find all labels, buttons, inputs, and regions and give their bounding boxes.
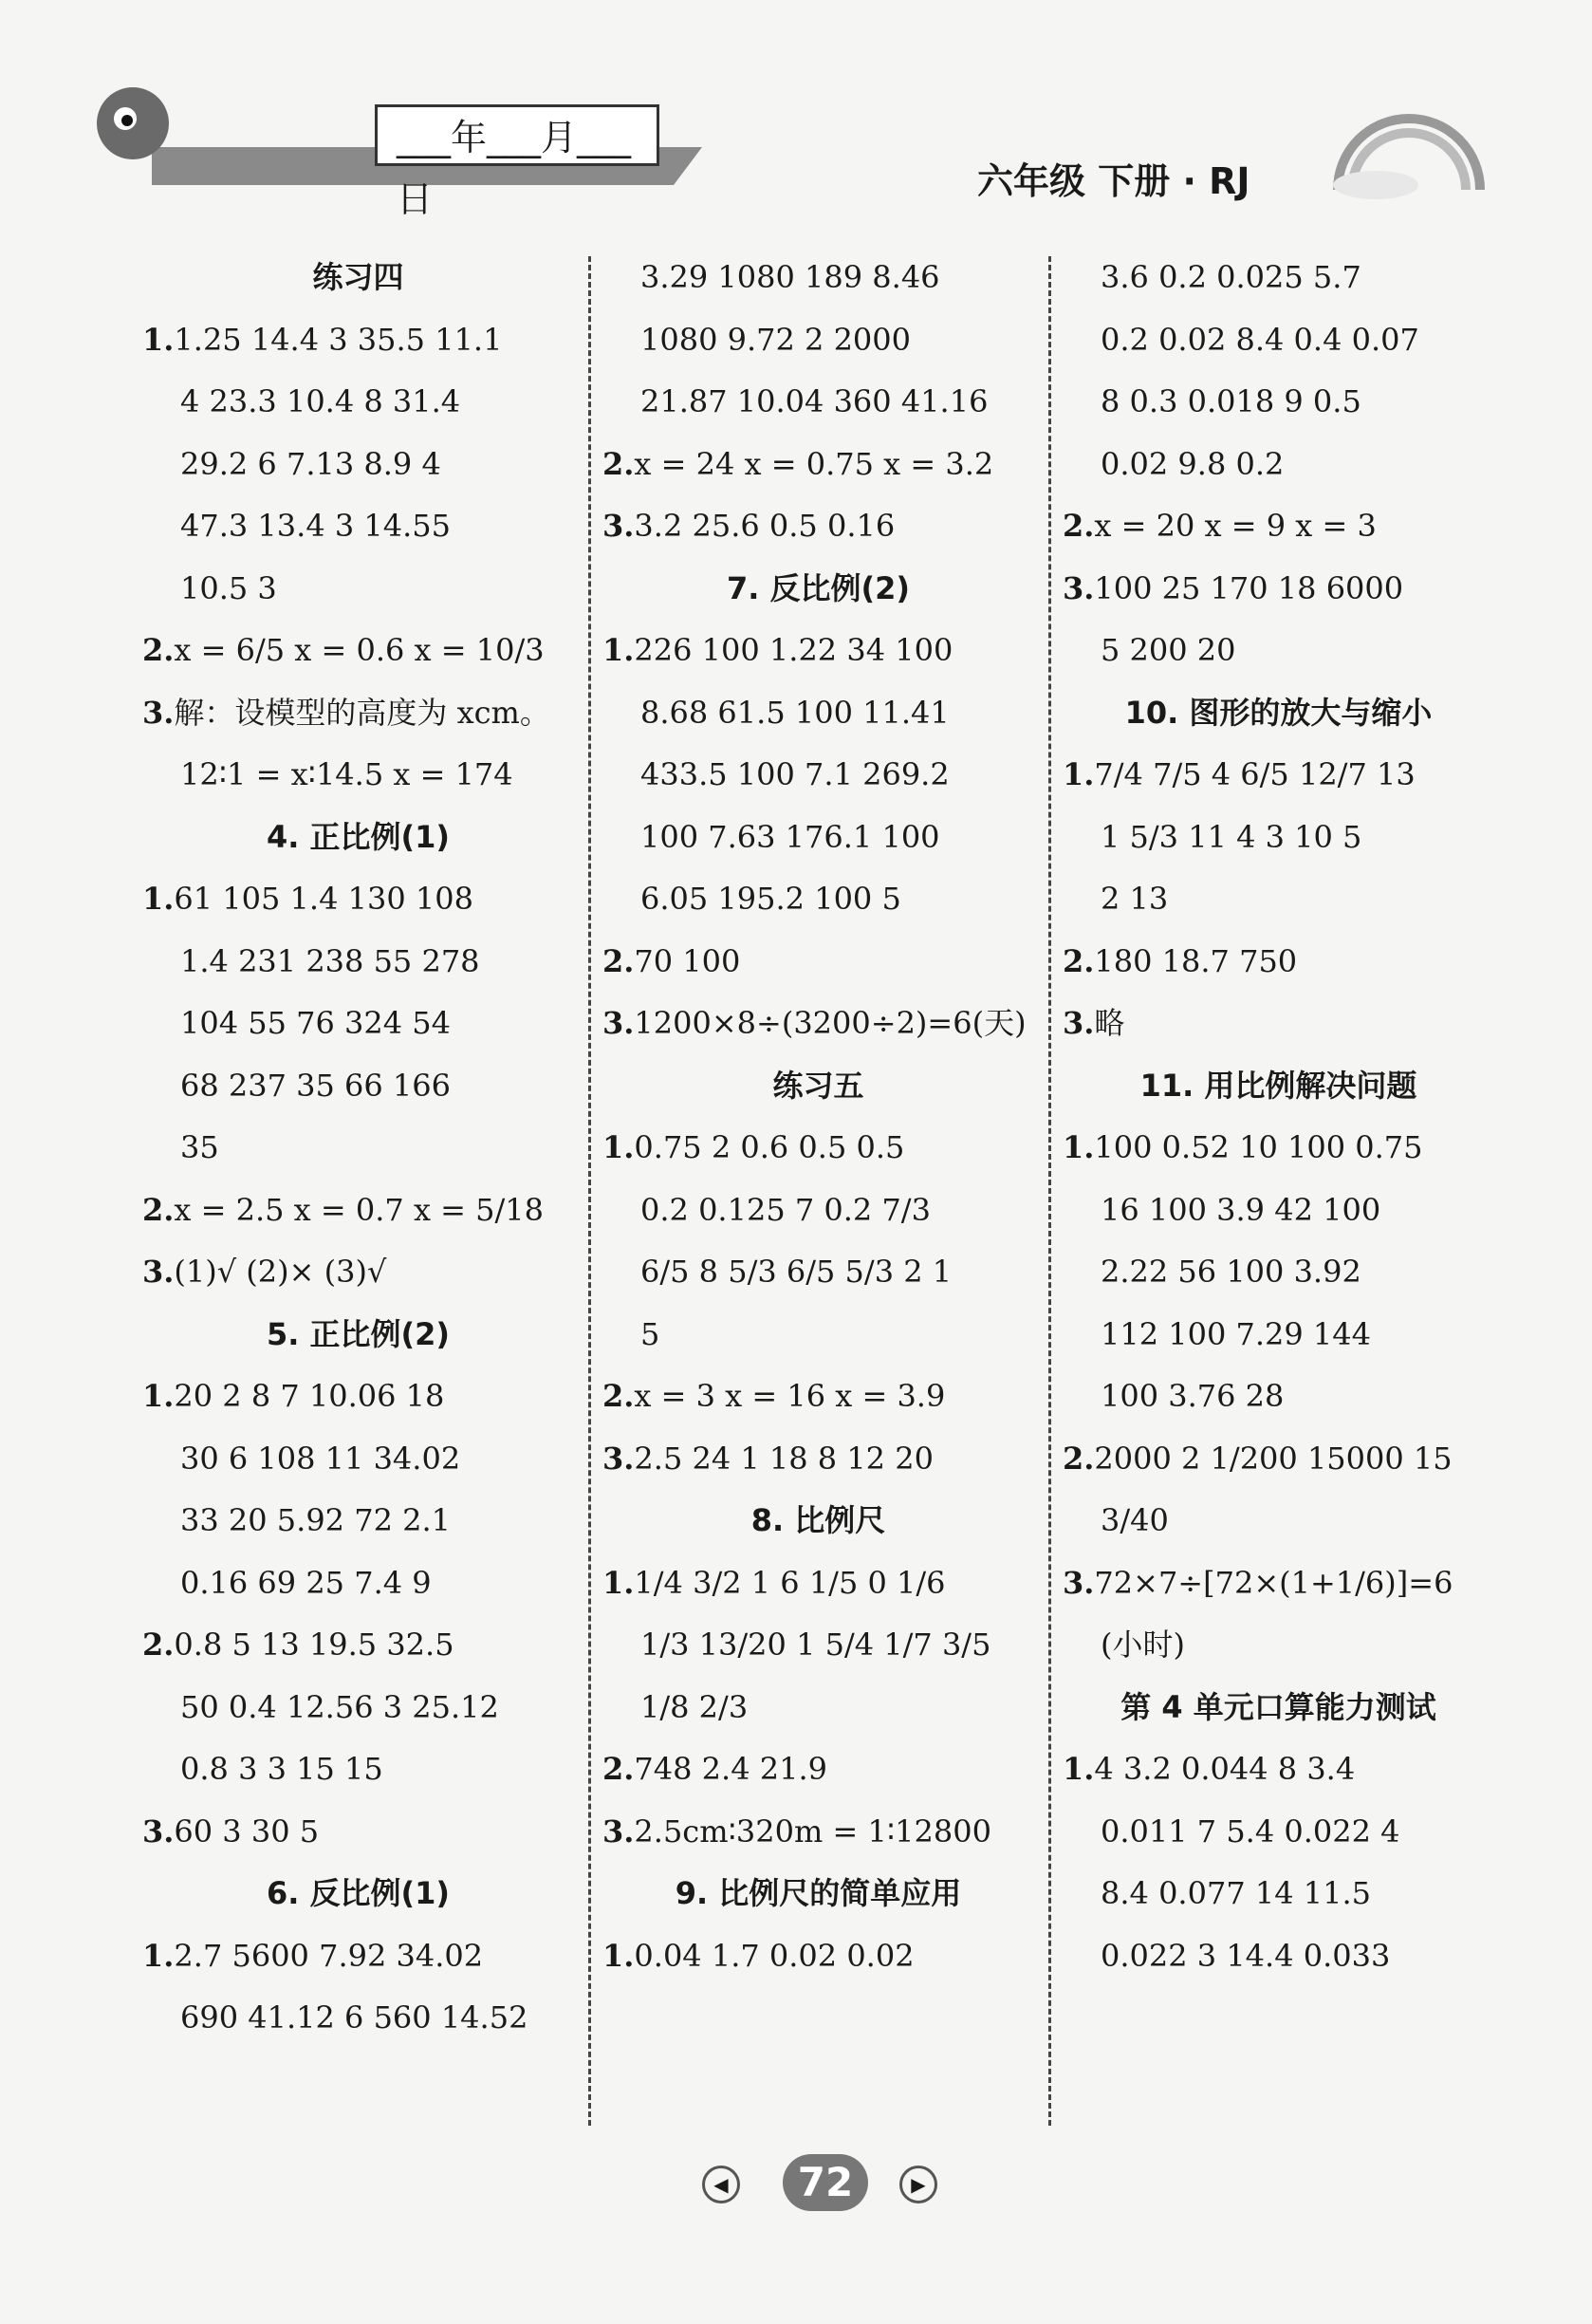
answer-line (142, 309, 574, 372)
answer-line (602, 495, 1034, 558)
answer-line (1063, 1925, 1494, 1988)
question-number: 3. (142, 1813, 175, 1850)
answer-text: 4 23.3 10.4 8 31.4 (180, 383, 461, 419)
rainbow-icon (1319, 95, 1499, 199)
answer-line (142, 371, 574, 434)
answer-line (602, 1925, 1034, 1988)
answer-text: 180 18.7 750 (1094, 942, 1298, 979)
answer-text: 0.2 0.125 7 0.2 7/3 (640, 1191, 931, 1228)
answer-text: 2.22 56 100 3.92 (1101, 1254, 1361, 1290)
answer-line (1063, 1180, 1494, 1242)
answer-text: 3.2 25.6 0.5 0.16 (634, 508, 896, 544)
answer-line (602, 1677, 1034, 1739)
answer-text: 3/40 (1101, 1502, 1169, 1538)
answer-text: 70 100 (634, 942, 741, 979)
answer-column-1 (142, 247, 574, 2050)
answer-line (142, 868, 574, 931)
section-title (142, 1863, 574, 1925)
question-number: 1. (142, 1937, 175, 1974)
answer-text: 0.011 7 5.4 0.022 4 (1101, 1813, 1400, 1850)
answer-line (1063, 993, 1494, 1055)
question-number: 1. (1063, 756, 1095, 792)
answer-text: 4. 正比例(1) (266, 818, 451, 855)
answer-text: 1080 9.72 2 2000 (640, 321, 911, 358)
answer-line (142, 1117, 574, 1180)
answer-text: 2000 2 1/200 15000 15 (1094, 1440, 1453, 1477)
answer-text: 略 (1094, 1005, 1125, 1041)
answer-column-3 (1063, 247, 1494, 1987)
answer-line (602, 1180, 1034, 1242)
answer-text: 100 7.63 176.1 100 (640, 818, 940, 855)
answer-line (1063, 1738, 1494, 1801)
next-page-icon[interactable]: ▶ (899, 2166, 937, 2203)
answer-line (142, 931, 574, 994)
section-title (1063, 1677, 1494, 1739)
answer-text: 29.2 6 7.13 8.9 4 (180, 445, 441, 482)
answer-text: (小时) (1101, 1627, 1185, 1663)
answer-text: 5 (640, 1315, 660, 1352)
answer-line (602, 993, 1034, 1055)
answer-text: 1200×8÷(3200÷2)=6(天) (634, 1005, 1027, 1041)
answer-text: 47.3 13.4 3 14.55 (180, 508, 451, 544)
answer-text: 104 55 76 324 54 (180, 1005, 451, 1041)
answer-text: 1.25 14.4 3 35.5 11.1 (174, 321, 503, 358)
question-number: 2. (602, 942, 635, 979)
answer-line (142, 434, 574, 496)
answer-line (602, 931, 1034, 994)
answer-line (142, 993, 574, 1055)
answer-text: (1)√ (2)× (3)√ (174, 1254, 387, 1290)
question-number: 3. (142, 694, 175, 731)
question-number: 3. (602, 1813, 635, 1850)
answer-line (602, 247, 1034, 309)
answer-text: x = 6/5 x = 0.6 x = 10/3 (174, 632, 545, 668)
answer-line (602, 434, 1034, 496)
question-number: 3. (142, 1254, 175, 1290)
answer-text: 112 100 7.29 144 (1101, 1315, 1371, 1352)
question-number: 2. (602, 1378, 635, 1414)
answer-line (1063, 620, 1494, 682)
answer-line (602, 1241, 1034, 1304)
answer-line (142, 744, 574, 807)
answer-line (1063, 1863, 1494, 1925)
answer-line (602, 309, 1034, 372)
answer-text: 5. 正比例(2) (266, 1315, 451, 1352)
answer-line (1063, 309, 1494, 372)
answer-text: 0.02 9.8 0.2 (1101, 445, 1285, 482)
section-title (1063, 1055, 1494, 1118)
answer-line (1063, 868, 1494, 931)
answer-line (1063, 1801, 1494, 1864)
answer-line (142, 1677, 574, 1739)
answer-text: 1.4 231 238 55 278 (180, 942, 480, 979)
answer-text: 12∶1 = x∶14.5 x = 174 (180, 756, 513, 792)
answer-line (142, 1552, 574, 1615)
answer-line (142, 620, 574, 682)
answer-line (1063, 931, 1494, 994)
page-number: 72 (783, 2154, 868, 2211)
answer-text: 0.8 5 13 19.5 32.5 (174, 1627, 454, 1663)
answer-text: 练习四 (312, 259, 404, 295)
question-number: 2. (142, 632, 175, 668)
answer-text: 0.16 69 25 7.4 9 (180, 1564, 432, 1601)
question-number: 3. (602, 508, 635, 544)
question-number: 1. (602, 1564, 635, 1601)
answer-text: 68 237 35 66 166 (180, 1067, 451, 1104)
answer-line (142, 1738, 574, 1801)
answer-line (602, 868, 1034, 931)
answer-text: x = 3 x = 16 x = 3.9 (634, 1378, 946, 1414)
question-number: 2. (1063, 508, 1095, 544)
answer-line (1063, 744, 1494, 807)
answer-line (1063, 1117, 1494, 1180)
answer-line (602, 1304, 1034, 1367)
question-number: 3. (1063, 1564, 1095, 1601)
prev-page-icon[interactable]: ◀ (702, 2166, 740, 2203)
answer-line (602, 1614, 1034, 1677)
answer-text: 7. 反比例(2) (726, 569, 911, 606)
answer-line (1063, 247, 1494, 309)
answer-text: 3.6 0.2 0.025 5.7 (1101, 259, 1361, 295)
answer-text: 练习五 (772, 1067, 864, 1104)
question-number: 1. (1063, 1129, 1095, 1165)
answer-line (602, 744, 1034, 807)
answer-text: 8 0.3 0.018 9 0.5 (1101, 383, 1361, 419)
question-number: 2. (142, 1191, 175, 1228)
answer-line (1063, 1614, 1494, 1677)
answer-text: 1/4 3/2 1 6 1/5 0 1/6 (634, 1564, 946, 1601)
section-title (142, 807, 574, 869)
section-title (602, 1490, 1034, 1552)
section-title (602, 1055, 1034, 1118)
answer-text: 9. 比例尺的简单应用 (675, 1875, 962, 1911)
answer-line (602, 371, 1034, 434)
answer-line (602, 807, 1034, 869)
answer-text: 0.2 0.02 8.4 0.4 0.07 (1101, 321, 1419, 358)
answer-text: x = 20 x = 9 x = 3 (1094, 508, 1377, 544)
answer-line (1063, 1490, 1494, 1552)
answer-text: 10. 图形的放大与缩小 (1124, 694, 1433, 731)
answer-line (142, 1180, 574, 1242)
answer-text: 7/4 7/5 4 6/5 12/7 13 (1094, 756, 1416, 792)
column-divider (1048, 256, 1051, 2126)
answer-text: 6.05 195.2 100 5 (640, 881, 901, 917)
answer-text: 50 0.4 12.56 3 25.12 (180, 1688, 499, 1725)
answer-line (142, 1925, 574, 1988)
answer-text: 748 2.4 21.9 (634, 1751, 827, 1787)
answer-text: 2.5cm∶320m = 1∶12800 (634, 1813, 991, 1850)
answer-line (142, 1241, 574, 1304)
date-field: ___年___月___日 (375, 104, 659, 166)
answer-text: 72×7÷[72×(1+1/6)]=6 (1094, 1564, 1453, 1601)
answer-line (142, 682, 574, 745)
answer-text: 3.29 1080 189 8.46 (640, 259, 940, 295)
answer-line (142, 1987, 574, 2050)
answer-text: 21.87 10.04 360 41.16 (640, 383, 989, 419)
answer-text: 433.5 100 7.1 269.2 (640, 756, 950, 792)
answer-text: 0.04 1.7 0.02 0.02 (634, 1937, 915, 1974)
answer-column-2 (602, 247, 1034, 1987)
answer-text: x = 24 x = 0.75 x = 3.2 (634, 445, 994, 482)
answer-line (142, 1801, 574, 1864)
answer-line (602, 1117, 1034, 1180)
question-number: 2. (602, 445, 635, 482)
answer-text: 10.5 3 (180, 569, 277, 606)
section-title (142, 247, 574, 309)
question-number: 2. (602, 1751, 635, 1787)
question-number: 1. (602, 632, 635, 668)
question-number: 1. (1063, 1751, 1095, 1787)
answer-line (1063, 495, 1494, 558)
answer-line (602, 1552, 1034, 1615)
answer-text: 8.68 61.5 100 11.41 (640, 694, 950, 731)
answer-line (602, 682, 1034, 745)
answer-line (1063, 558, 1494, 621)
answer-text: 0.75 2 0.6 0.5 0.5 (634, 1129, 905, 1165)
answer-text: 2.7 5600 7.92 34.02 (174, 1937, 484, 1974)
answer-text: 60 3 30 5 (174, 1813, 320, 1850)
answer-text: 100 0.52 10 100 0.75 (1094, 1129, 1423, 1165)
answer-line (1063, 807, 1494, 869)
answer-line (142, 495, 574, 558)
answer-text: 6/5 8 5/3 6/5 5/3 2 1 (640, 1254, 953, 1290)
question-number: 1. (602, 1129, 635, 1165)
answer-text: x = 2.5 x = 0.7 x = 5/18 (174, 1191, 544, 1228)
answer-text: 8.4 0.077 14 11.5 (1101, 1875, 1371, 1911)
answer-text: 30 6 108 11 34.02 (180, 1440, 461, 1477)
question-number: 3. (1063, 569, 1095, 606)
answer-line (1063, 1552, 1494, 1615)
question-number: 1. (142, 1378, 175, 1414)
answer-line (1063, 1428, 1494, 1491)
answer-line (602, 1801, 1034, 1864)
column-divider (588, 256, 591, 2126)
question-number: 3. (1063, 1005, 1095, 1041)
answer-line (142, 1614, 574, 1677)
answer-text: 61 105 1.4 130 108 (174, 881, 473, 917)
question-number: 2. (1063, 1440, 1095, 1477)
answer-text: 33 20 5.92 72 2.1 (180, 1502, 451, 1538)
answer-text: 35 (180, 1129, 219, 1165)
section-title (602, 1863, 1034, 1925)
answer-line (602, 1738, 1034, 1801)
answer-text: 226 100 1.22 34 100 (634, 632, 953, 668)
answer-line (602, 620, 1034, 682)
answer-line (1063, 1241, 1494, 1304)
question-number: 1. (142, 321, 175, 358)
answer-line (142, 1490, 574, 1552)
answer-line (142, 1055, 574, 1118)
answer-line (142, 1428, 574, 1491)
answer-text: 16 100 3.9 42 100 (1101, 1191, 1381, 1228)
answer-text: 解：设模型的高度为 xcm。 (174, 694, 550, 731)
answer-text: 8. 比例尺 (750, 1502, 886, 1538)
question-number: 2. (1063, 942, 1095, 979)
question-number: 3. (602, 1440, 635, 1477)
question-number: 3. (602, 1005, 635, 1041)
answer-text: 1/8 2/3 (640, 1688, 749, 1725)
answer-line (1063, 434, 1494, 496)
section-title (142, 1304, 574, 1367)
answer-text: 第 4 单元口算能力测试 (1120, 1688, 1436, 1725)
answer-text: 100 25 170 18 6000 (1094, 569, 1404, 606)
section-title (1063, 682, 1494, 745)
answer-text: 0.8 3 3 15 15 (180, 1751, 383, 1787)
answer-text: 4 3.2 0.044 8 3.4 (1094, 1751, 1356, 1787)
answer-text: 690 41.12 6 560 14.52 (180, 1999, 528, 2036)
grade-label: 六年级 下册 · RJ (977, 160, 1250, 202)
section-title (602, 558, 1034, 621)
answer-line (1063, 1304, 1494, 1367)
question-number: 1. (142, 881, 175, 917)
answer-text: 1/3 13/20 1 5/4 1/7 3/5 (640, 1627, 991, 1663)
question-number: 2. (142, 1627, 175, 1663)
answer-text: 1 5/3 11 4 3 10 5 (1101, 818, 1362, 855)
answer-text: 2 13 (1101, 881, 1169, 917)
answer-line (1063, 1366, 1494, 1428)
answer-line (602, 1428, 1034, 1491)
answer-line (142, 558, 574, 621)
answer-text: 100 3.76 28 (1101, 1378, 1285, 1414)
answer-text: 5 200 20 (1101, 632, 1236, 668)
answer-text: 0.022 3 14.4 0.033 (1101, 1937, 1391, 1974)
answer-line (602, 1366, 1034, 1428)
answer-text: 2.5 24 1 18 8 12 20 (634, 1440, 934, 1477)
answer-text: 6. 反比例(1) (266, 1875, 451, 1911)
answer-text: 11. 用比例解决问题 (1139, 1067, 1417, 1104)
answer-line (142, 1366, 574, 1428)
answer-text: 20 2 8 7 10.06 18 (174, 1378, 445, 1414)
answer-line (1063, 371, 1494, 434)
question-number: 1. (602, 1937, 635, 1974)
